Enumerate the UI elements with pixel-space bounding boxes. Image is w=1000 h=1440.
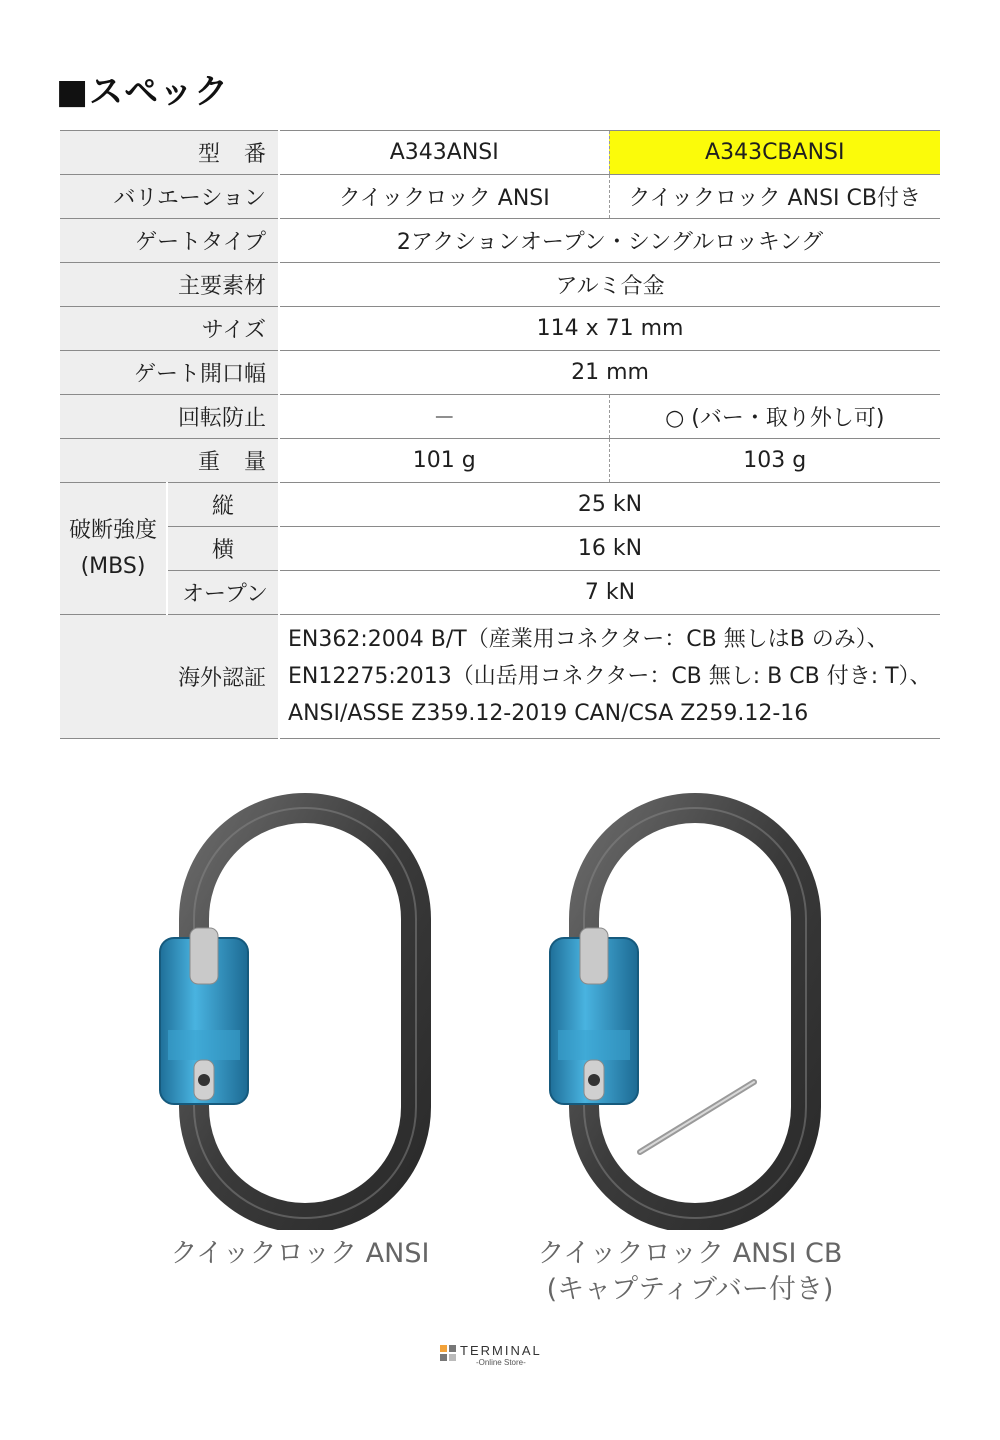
spec-size: 114 x 71 mm [279,307,940,351]
spec-row-anti-rotation [60,395,940,439]
spec-model-a: A343ANSI [279,131,609,175]
spec-row-minor-axis [60,527,940,571]
spec-material: アルミ合金 [279,263,940,307]
spec-label-material: 主要素材 [60,263,279,307]
product-images [0,790,1000,1230]
spec-label-model: 型番 [60,131,279,175]
spec-gate-type: 2アクションオープン・シングルロッキング [279,219,940,263]
spec-row-model [60,131,940,175]
spec-open-gate: 7 kN [279,571,940,615]
spec-row-gate-type [60,219,940,263]
spec-row-open-gate [60,571,940,615]
spec-major-axis: 25 kN [279,483,940,527]
logo-mark-icon [440,1345,456,1361]
spec-label-gate-opening: ゲート開口幅 [60,351,279,395]
cert-line-1: EN362:2004 B/T（産業用コネクター：CB 無しはB のみ）、 [288,627,889,652]
spec-variation-b: クイックロック ANSI CB付き [609,175,940,219]
spec-label-gate-type: ゲートタイプ [60,219,279,263]
spec-row-size [60,307,940,351]
spec-anti-rotation-b: ○ (バー・取り外し可) [609,395,940,439]
spec-variation-a: クイックロック ANSI [279,175,609,219]
carabiner-image-quicklock-cb [540,790,840,1230]
spec-label-variation: バリエーション [60,175,279,219]
spec-row-variation [60,175,940,219]
spec-label-minor-axis: 横 [167,527,279,571]
store-logo [440,1344,542,1367]
caption-quicklock: クイックロック ANSI [170,1238,430,1269]
spec-label-certification: 海外認証 [60,615,279,739]
spec-row-gate-opening [60,351,940,395]
logo-main-text: TERMINAL [460,1343,542,1358]
spec-certification [279,615,940,739]
cert-line-2: EN12275:2013（山岳用コネクター：CB 無し: B CB 付き: T）、 [288,664,932,689]
spec-label-open-gate: オープン [167,571,279,615]
spec-row-major-axis [60,483,940,527]
carabiner-image-quicklock [150,790,450,1230]
spec-anti-rotation-a: － [279,395,609,439]
logo-sub-text: -Online Store- [475,1358,526,1367]
spec-label-mbs: 破断強度 (MBS) [60,483,167,615]
spec-label-size: サイズ [60,307,279,351]
caption-quicklock-cb: クイックロック ANSI CB (キャプティブバー付き) [537,1238,843,1305]
page-title: ■スペック [56,72,230,112]
cert-line-3: ANSI/ASSE Z359.12-2019 CAN/CSA Z259.12-16 [288,701,809,726]
spec-table [60,130,940,739]
spec-minor-axis: 16 kN [279,527,940,571]
spec-model-b: A343CBANSI [609,131,940,175]
spec-weight-b: 103 g [609,439,940,483]
spec-label-major-axis: 縦 [167,483,279,527]
spec-row-material [60,263,940,307]
spec-label-anti-rotation: 回転防止 [60,395,279,439]
spec-label-weight: 重量 [60,439,279,483]
spec-row-certification [60,615,940,739]
spec-gate-opening: 21 mm [279,351,940,395]
spec-row-weight [60,439,940,483]
spec-weight-a: 101 g [279,439,609,483]
